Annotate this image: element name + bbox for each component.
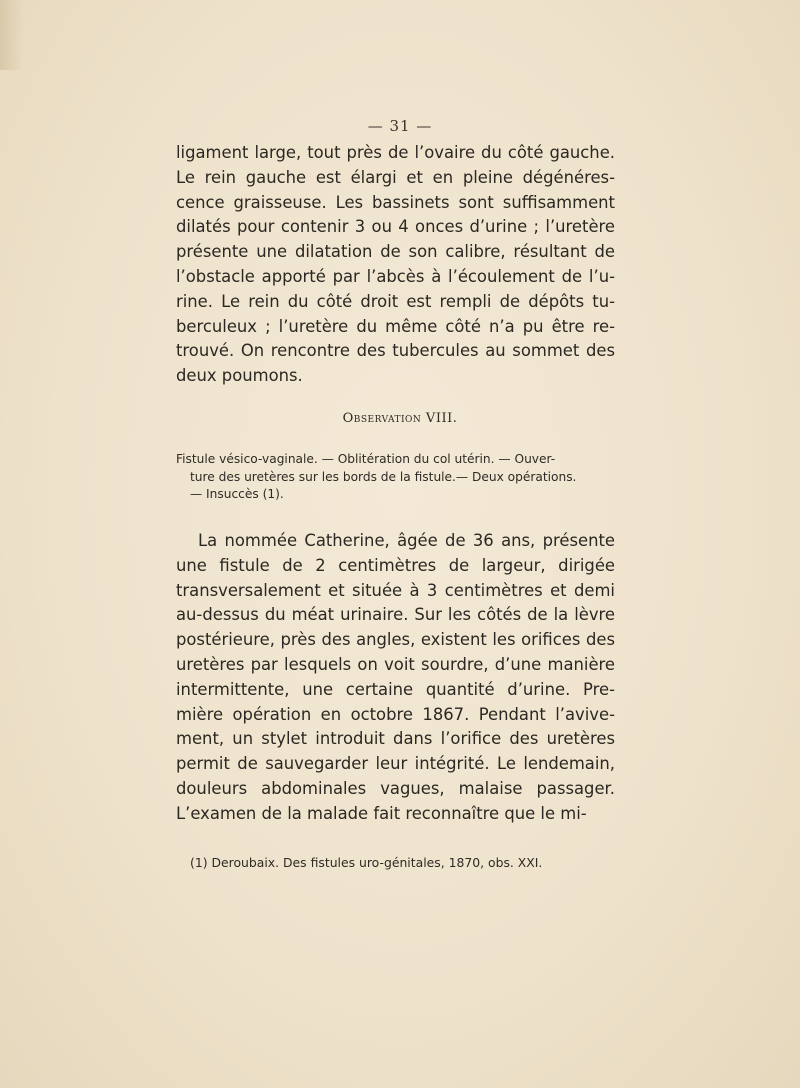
page-number: — 31 —: [367, 117, 433, 135]
summary-line-3: — Insuccès (1).: [190, 487, 284, 501]
observation-summary: [176, 451, 615, 504]
footnote: (1) Deroubaix. Des fistules uro-génitales, 1870, obs. XXI.: [190, 855, 543, 870]
summary-line-2: ture des uretères sur les bords de la fistule.— Deux opérations.: [190, 469, 577, 484]
summary-line-1: Fistule vésico-vaginale. — Oblitération du col utérin. — Ouver-: [176, 452, 556, 466]
observation-paragraph: La nommée Catherine, âgée de 36 ans, présente une fistule de 2 centimètres de largeur, dirigée transversalement et située à 3 centimètres et demi au-dessus du méat urinaire. Sur les côtés de la lèvre postérieure, près des angles, existent les orifices des uretères par lesquels on voit sourdre, d’une manière intermittente, une certaine quantité d’urine. Pre-mière opération en octobre 1867. Pendant l’avive-ment, un stylet introduit dans l’orifice des uretères permit de sauvegarder leur intégrité. Le lendemain, douleurs abdominales vagues, malaise passager. L’examen de la malade fait reconnaître que le mi-: [176, 531, 615, 823]
page-corner-shadow: [0, 0, 24, 70]
observation-heading: Observation VIII.: [342, 411, 458, 426]
paragraph-continued: ligament large, tout près de l’ovaire du côté gauche. Le rein gauche est élargi et en pleine dégénéres-cence graisseuse. Les bassinets sont suffisamment dilatés pour contenir 3 ou 4 onces d’urine ; l’uretère présente une dilatation de son calibre, résultant de l’obstacle apporté par l’abcès à l’écoulement de l’u-rine. Le rein du côté droit est rempli de dépôts tu-berculeux ; l’uretère du même côté n’a pu être re-trouvé. On rencontre des tubercules au sommet des deux poumons.: [176, 143, 615, 386]
